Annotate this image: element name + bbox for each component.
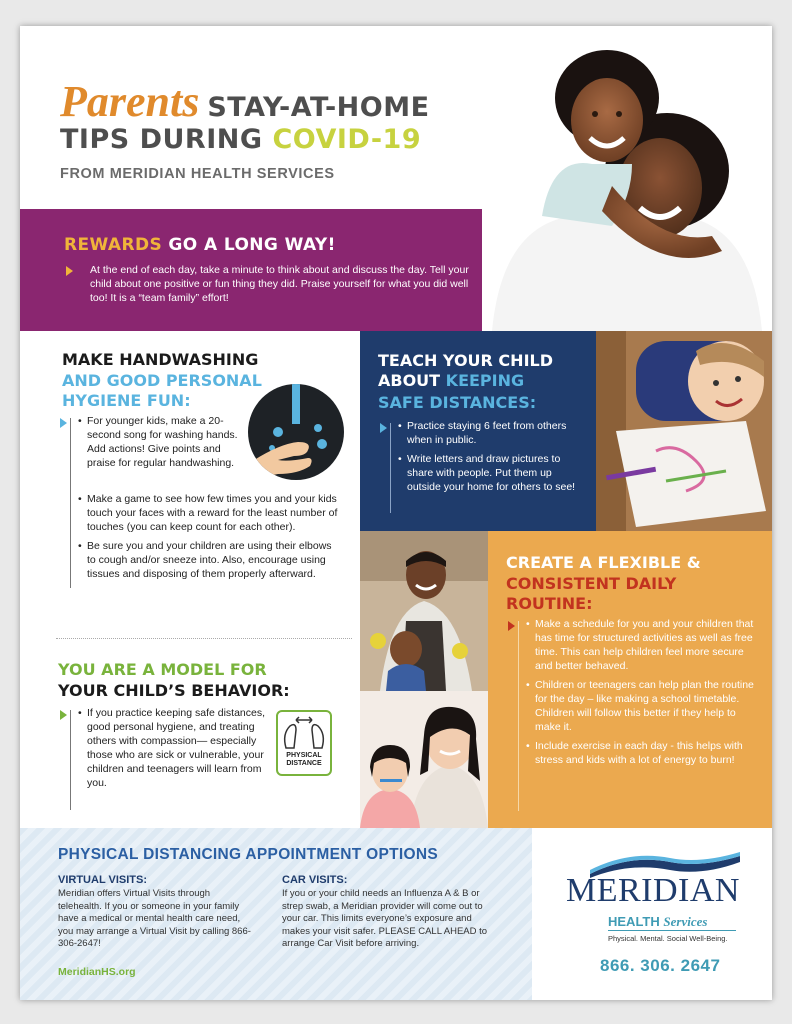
model-title-line1: YOU ARE A MODEL FOR	[58, 660, 267, 679]
list-item: • Make a game to see how few times you and your kids touch your faces with a reward for the least number of touches (you can keep count for each other).	[78, 492, 340, 534]
arrow-bullet-icon	[380, 423, 387, 433]
routine-panel	[488, 531, 772, 828]
title-tips-during: TIPS DURING	[60, 124, 263, 155]
logo-divider	[608, 930, 736, 931]
rewards-text: At the end of each day, take a minute to think about and discuss the day. Tell your child about one positive or fun thing they did. Praise yourself for what you did well too! It is a “team family” effort!	[90, 264, 469, 304]
handwashing-title-accent	[62, 371, 262, 411]
distances-list	[398, 419, 588, 499]
routine-title-line3: ROUTINE:	[506, 594, 593, 613]
routine-list	[526, 617, 756, 772]
routine-title-accent	[506, 574, 676, 614]
logo-health-services	[608, 914, 707, 930]
rewards-title-highlight: REWARDS	[64, 235, 163, 255]
section-divider	[56, 638, 352, 639]
arrow-bullet-icon	[60, 710, 67, 720]
title-stay-at-home: STAY-AT-HOME	[207, 92, 430, 123]
logo-tagline: Physical. Mental. Social Well-Being.	[608, 934, 728, 943]
distances-title-text2	[378, 371, 553, 391]
handwashing-title-line1: MAKE HANDWASHING	[62, 350, 259, 369]
appointment-options	[20, 828, 532, 1000]
logo-health: HEALTH	[608, 914, 660, 929]
list-item: • Children or teenagers can help plan the routine for the day – like making a school timetable. Children will follow this better if they help to make it.	[526, 678, 756, 734]
website-link[interactable]: MeridianHS.org	[58, 966, 136, 978]
model-title-line2: YOUR CHILD’S BEHAVIOR:	[58, 681, 290, 700]
handwashing-icon	[248, 384, 344, 480]
handwashing-list-part2	[78, 492, 340, 586]
title-line-1	[60, 76, 430, 127]
physical-distance-label-line1: PHYSICAL	[286, 752, 322, 759]
meridian-logo-block	[532, 828, 772, 1000]
appointment-options-title: PHYSICAL DISTANCING APPOINTMENT OPTIONS	[58, 846, 438, 863]
virtual-visits-title: VIRTUAL VISITS:	[58, 874, 148, 886]
list-item: • Be sure you and your children are using their elbows to cough and/or sneeze into. Also, encourage using tissues and disposing of them properly afterward.	[78, 539, 340, 581]
divider-line	[70, 418, 71, 588]
logo-meridian-wordmark: MERIDIAN	[566, 872, 740, 909]
divider-line	[518, 621, 519, 811]
divider-line	[70, 710, 71, 810]
car-visits-text: If you or your child needs an Influenza A & B or strep swab, a Meridian provider will come out to your car. This limits everyone’s exposure and makes your visit safer. PLEASE CALL AHEAD to arrange Car Visit before arriving.	[282, 888, 488, 950]
arrow-bullet-icon	[60, 418, 67, 428]
distances-title-keeping: KEEPING	[445, 371, 525, 390]
virtual-visits-text: Meridian offers Virtual Visits through telehealth. If you or someone in your family have a medical or mental health care need, you may arrange a Virtual Visit by calling 866-306-2647!	[58, 888, 251, 950]
car-visits-title: CAR VISITS:	[282, 874, 348, 886]
distances-title-line3: SAFE DISTANCES:	[378, 393, 537, 412]
photo-father-son-cooking	[360, 531, 488, 691]
title-parents: Parents	[60, 77, 200, 126]
physical-distance-label-line2: DISTANCE	[286, 760, 322, 767]
list-item: • If you practice keeping safe distances, good personal hygiene, and treating others with compassion— especially those who are sick or vulnerable, your children and teenagers will learn from you.	[78, 706, 274, 790]
physical-distance-icon	[276, 710, 332, 776]
list-item: • For younger kids, make a 20-second song for washing hands. Add actions! Give points and praise for regular handwashing.	[78, 414, 246, 470]
distances-title-about: ABOUT	[378, 371, 441, 390]
list-item: • Practice staying 6 feet from others when in public.	[398, 419, 588, 447]
handwashing-list-part1	[78, 414, 246, 475]
divider-line	[390, 423, 391, 513]
list-item: • Include exercise in each day - this helps with stress and kids with a lot of energy to burn!	[526, 739, 756, 767]
logo-services: Services	[663, 914, 708, 929]
rewards-title-rest: GO A LONG WAY!	[168, 235, 336, 255]
routine-title-line1: CREATE A FLEXIBLE &	[506, 553, 701, 572]
hero-photo-mother-daughter	[482, 36, 772, 331]
phone-number[interactable]: 866. 306. 2647	[600, 956, 721, 975]
handwashing-title-line3: HYGIENE FUN:	[62, 391, 191, 410]
subtitle: FROM MERIDIAN HEALTH SERVICES	[60, 166, 335, 182]
list-item: • Make a schedule for you and your children that has time for structured activities as well as free time. This can help children feel more secure and better behaved.	[526, 617, 756, 673]
handwashing-title-line2: AND GOOD PERSONAL	[62, 371, 262, 390]
flyer-page	[20, 26, 772, 1000]
distances-title-text1: TEACH YOUR CHILD	[378, 351, 553, 370]
title-line-2	[60, 124, 421, 155]
routine-title-line2: CONSISTENT DAILY	[506, 574, 677, 593]
physical-distance-label	[278, 752, 330, 768]
arrow-bullet-icon	[66, 266, 73, 276]
distances-title-line1	[378, 351, 553, 391]
photo-girls-brushing-teeth	[360, 691, 488, 828]
photo-boy-drawing	[596, 331, 772, 531]
distances-panel	[360, 331, 596, 531]
list-item: • Write letters and draw pictures to share with people. Put them up outside your home for others to see!	[398, 452, 588, 494]
arrow-bullet-icon	[508, 621, 515, 631]
model-list	[78, 706, 274, 795]
title-covid: COVID-19	[272, 124, 422, 155]
rewards-title	[64, 235, 336, 255]
